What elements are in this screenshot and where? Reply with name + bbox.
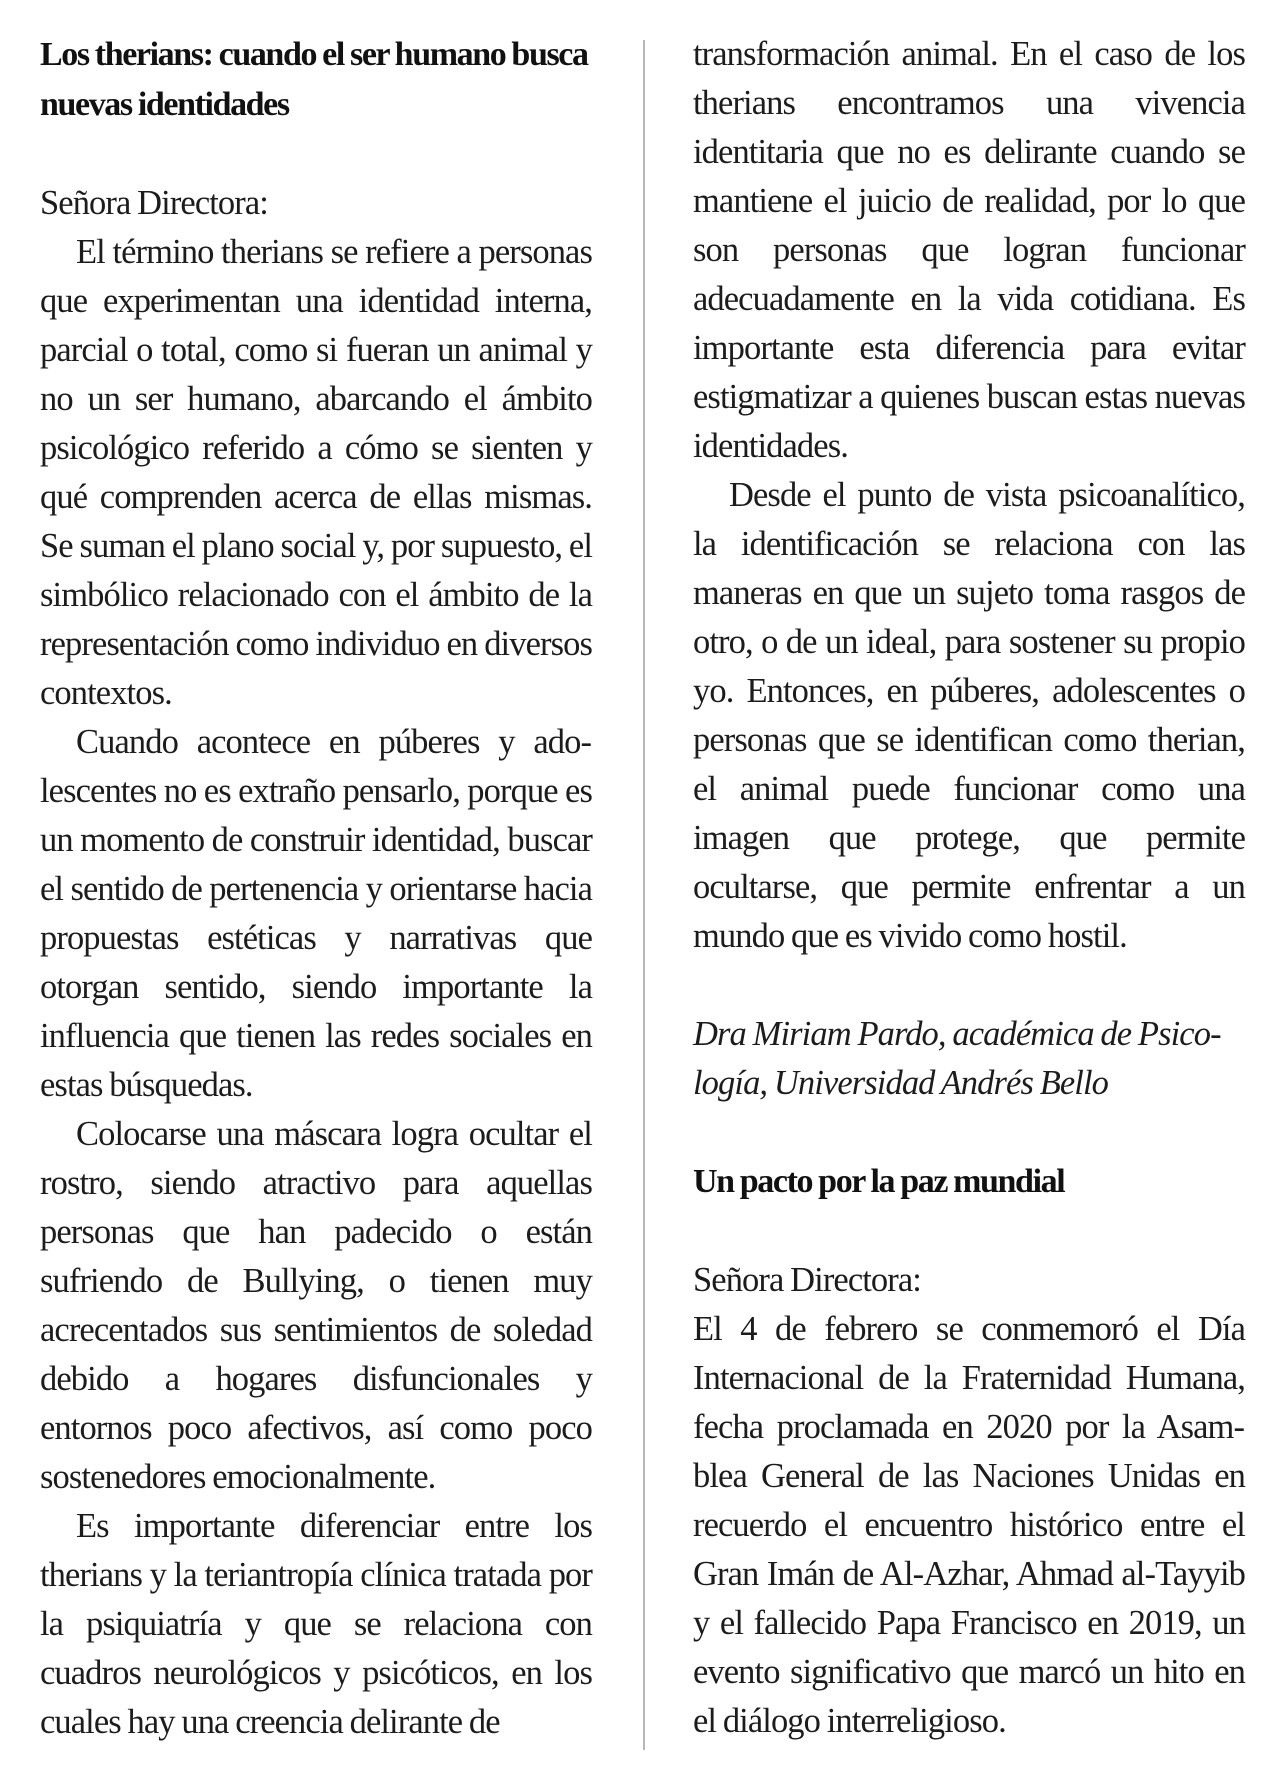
letter1-paragraph-5: Desde el punto de vista psicoanalítico, la identificación se relaciona con las maneras en que un sujeto toma rasgos de otro, o de un ideal, para sostener su propio yo. Entonces, en púberes, adolescentes o personas que se identifican como therian, el animal puede funcionar como una imagen que protege, que permite ocultarse, que permite enfrentar a un mundo que es vivido como hostil. (693, 476, 1245, 955)
letter2-paragraph-1: El 4 de febrero se conmemoró el Día Internacional de la Fraternidad Humana, fecha proclamada en 2020 por la Asamblea General de las Naciones Unidas en recuerdo el encuentro histórico entre el Gran Imán de Al-Azhar, Ahmad al-Tayyib y el fallecido Papa Francisco en 2019, un evento significativo que marcó un hito en el diálogo interreligioso. (693, 1310, 1245, 1740)
letter1-greeting: Señora Directora: (40, 184, 268, 222)
right-column (693, 30, 1245, 1746)
letter1-paragraph-2: Cuando acontece en púberes y adolescentes no es extraño pensarlo, porque es un momento de construir identidad, buscar el sentido de pertenencia y orientarse hacia propuestas estéticas y narrativas que otorgan sentido, siendo importante la influencia que tienen las redes sociales en estas búsquedas. (40, 723, 592, 1104)
letter1-paragraph-4-end: transformación animal. En el caso de los therians encontramos una vivencia identitaria que no es delirante cuando se mantiene el juicio de realidad, por lo que son personas que logran funcionar adecuadamente en la vida cotidiana. Es importante esta diferencia para evitar estigmatizar a quienes buscan estas nuevas identidades. (693, 35, 1245, 465)
letter1-signature: Dra Miriam Pardo, académica de Psicología, Universidad Andrés Bello (693, 1015, 1222, 1102)
letter1-paragraph-1: El término therians se refiere a personas que experimentan una identidad interna, parcial o total, como si fueran un animal y no un ser humano, abarcando el ámbito psicológico referido a cómo se sienten y qué comprenden acerca de ellas mismas. Se suman el plano social y, por supuesto, el simbólico relacionado con el ámbito de la representación como individuo en diversos contextos. (40, 233, 592, 712)
column-divider (643, 40, 645, 1750)
letter2-title: Un pacto por la paz mundial (693, 1163, 1065, 1200)
letter1-paragraph-4-start: Es importante diferenciar entre los therians y la teriantropía clínica tratada por la psiquiatría y que se relaciona con cuadros neurológicos y psicóticos, en los cuales hay una creencia delirante de (40, 1507, 592, 1741)
letter2-greeting: Señora Directora: (693, 1261, 921, 1299)
left-column (40, 30, 592, 1747)
letter1-paragraph-3: Colocarse una máscara logra ocultar el rostro, siendo atractivo para aquellas personas que han padecido o están sufriendo de Bullying, o tienen muy acrecentados sus sentimientos de soledad debido a hogares disfuncionales y entornos poco afectivos, así como poco sostenedores emocionalmente. (40, 1115, 592, 1496)
letter1-title: Los therians: cuando el ser humano busca nuevas identidades (40, 36, 588, 123)
